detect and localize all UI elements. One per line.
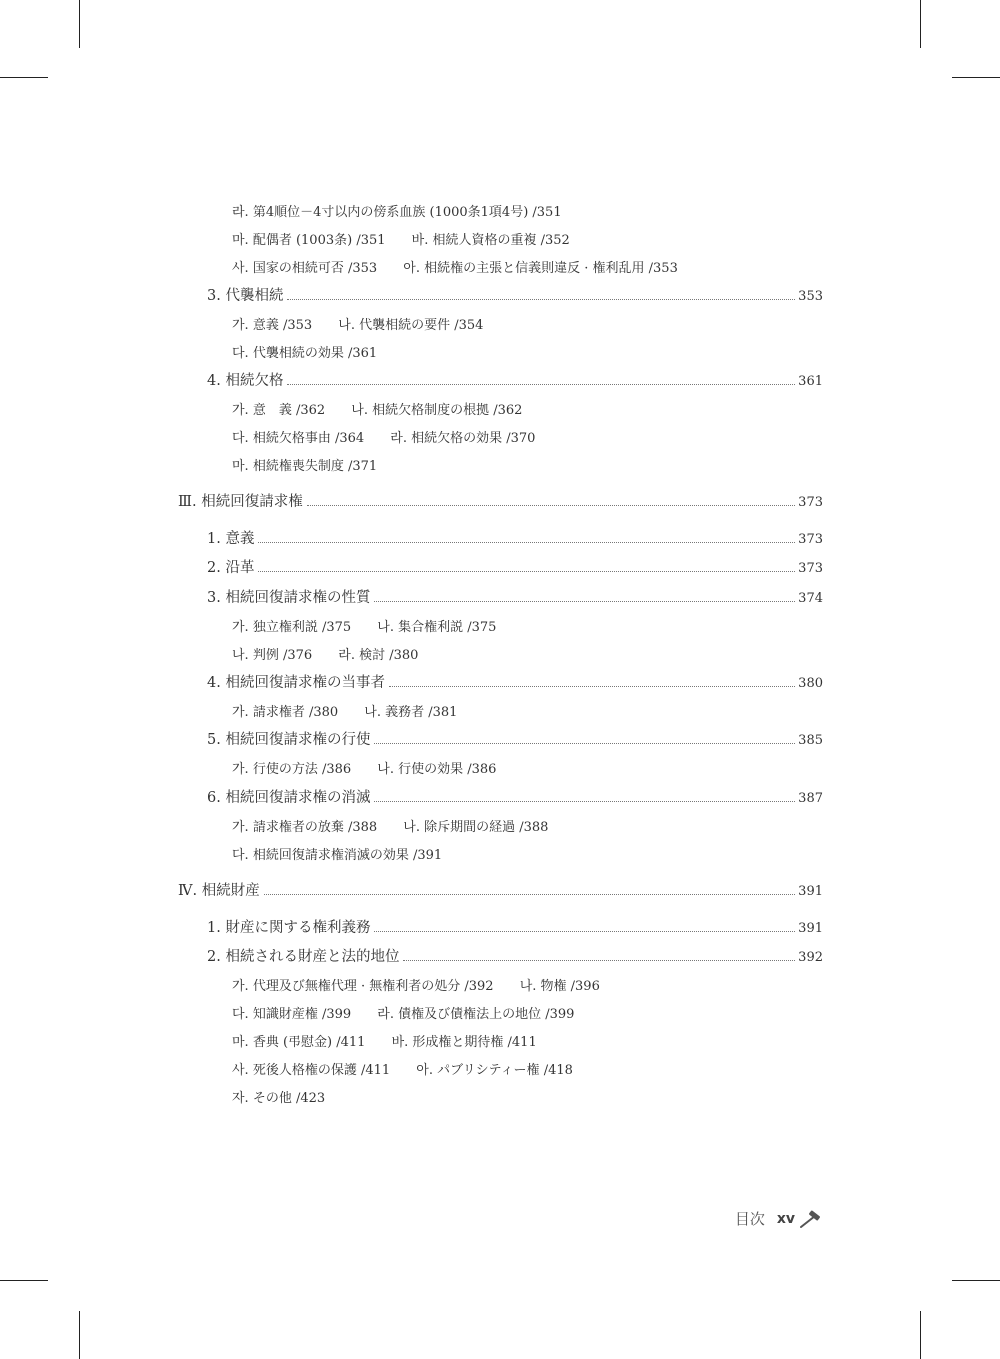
toc-entry [207,916,823,937]
toc-subitem: 나. 集合権利説 /375 [377,620,497,635]
crop-mark [0,77,48,78]
toc-subitem: 다. 代襲相続の効果 /361 [232,346,378,361]
toc-entry-title: 5. 相続回復請求権の行使 [207,732,371,748]
toc-subitem: 마. 香典 (弔慰金) /411 [232,1035,366,1050]
toc-subitem: 가. 行使の方法 /386 [232,762,352,777]
toc-subentry [232,229,570,248]
gavel-icon [798,1209,824,1229]
toc-subentry [232,201,562,220]
crop-mark [0,1280,48,1281]
toc-subentry [232,701,457,720]
toc-page-number: 391 [798,921,823,936]
toc-subitem: 가. 代理及び無権代理 · 無権利者の処分 /392 [232,979,494,994]
dot-leader [307,505,795,506]
toc-subitem: 자. その他 /423 [232,1091,326,1106]
toc-subitem: 사. 死後人格権の保護 /411 [232,1063,391,1078]
toc-subentry [232,616,496,635]
toc-page-number: 373 [798,561,823,576]
toc-entry [207,786,823,807]
footer-page-number: xv [776,1210,795,1227]
toc-page-number: 380 [798,676,823,691]
toc-subentry [232,314,483,333]
dot-leader [374,931,795,932]
toc-section-title: Ⅳ. 相続財産 [178,883,260,899]
dot-leader [374,801,795,802]
crop-mark [952,77,1000,78]
toc-entry [207,586,823,607]
toc-subitem: 바. 相続人資格の重複 /352 [411,233,570,248]
toc-entry-title: 3. 相続回復請求権の性質 [207,590,371,606]
toc-subitem: 나. 義務者 /381 [364,705,458,720]
toc-entry-title: 2. 沿革 [207,560,255,576]
toc-subitem: 가. 意義 /353 [232,318,313,333]
toc-subitem: 아. 相続権の主張と信義則違反 · 権利乱用 /353 [403,261,678,276]
toc-subitem: 나. 代襲相続の要件 /354 [338,318,484,333]
dot-leader [389,686,795,687]
toc-page-number: 387 [798,791,823,806]
dot-leader [374,601,795,602]
toc-entry [207,369,823,390]
toc-subitem: 마. 配偶者 (1003条) /351 [232,233,386,248]
toc-subitem: 라. 債権及び債権法上の地位 /399 [377,1007,575,1022]
toc-subentry [232,1087,325,1106]
page-footer [735,1208,824,1229]
toc-subitem: 라. 検討 /380 [338,648,419,663]
toc-entry [207,671,823,692]
toc-subitem: 라. 第4順位－4寸以内の傍系血族 (1000条1項4号) /351 [232,205,562,220]
toc-subentry [232,342,377,361]
toc-subentry [232,816,548,835]
toc-entry-title: 1. 意義 [207,531,255,547]
toc-subentry [232,1059,573,1078]
toc-page-number: 373 [798,495,823,510]
crop-mark [79,1311,80,1359]
toc-subitem: 나. 行使の効果 /386 [377,762,497,777]
dot-leader [403,960,795,961]
toc-entry-title: 2. 相続される財産と法的地位 [207,949,400,965]
dot-leader [264,894,795,895]
crop-mark [920,0,921,48]
toc-entry [207,527,823,548]
toc-subitem: 마. 相続権喪失制度 /371 [232,459,378,474]
dot-leader [258,571,795,572]
dot-leader [287,384,795,385]
toc-page-number: 373 [798,532,823,547]
toc-entry [207,728,823,749]
toc-subitem: 가. 意 義 /362 [232,403,326,418]
toc-subitem: 바. 形成権と期待権 /411 [391,1035,537,1050]
crop-mark [79,0,80,48]
toc-entry-title: 4. 相続欠格 [207,373,284,389]
crop-mark [952,1280,1000,1281]
toc-subentry [232,1003,574,1022]
toc-section [178,879,823,900]
toc-entry-title: 4. 相続回復請求権の当事者 [207,675,385,691]
toc-entry-title: 1. 財産に関する権利義務 [207,920,371,936]
toc-subentry [232,844,442,863]
toc-page-number: 353 [798,289,823,304]
crop-mark [920,1311,921,1359]
toc-subitem: 아. パブリシティー権 /418 [416,1063,573,1078]
toc-subentry [232,758,496,777]
toc-entry [207,945,823,966]
footer-section-label: 目次 [734,1210,765,1228]
toc-subentry [232,455,377,474]
toc-subentry [232,427,535,446]
toc-subitem: 다. 相続欠格事由 /364 [232,431,365,446]
toc-subitem: 가. 請求権者の放棄 /388 [232,820,378,835]
toc-entry [207,556,823,577]
toc-subentry [232,257,678,276]
toc-section-title: Ⅲ. 相続回復請求権 [178,494,303,510]
toc-subitem: 나. 物権 /396 [519,979,600,994]
toc-subitem: 다. 相続回復請求権消滅の効果 /391 [232,848,443,863]
toc-section [178,490,823,511]
dot-leader [258,542,795,543]
toc-subitem: 나. 除斥期間の経過 /388 [403,820,549,835]
toc-page-number: 391 [798,884,823,899]
toc-page-number: 385 [798,733,823,748]
toc-subentry [232,1031,537,1050]
toc-page-number: 374 [798,591,823,606]
toc-subentry [232,644,418,663]
toc-entry-title: 3. 代襲相続 [207,288,284,304]
toc-subitem: 다. 知識財産権 /399 [232,1007,352,1022]
toc-page-number: 361 [798,374,823,389]
toc-subentry [232,975,600,994]
toc-subitem: 가. 独立権利説 /375 [232,620,352,635]
toc-subitem: 나. 判例 /376 [232,648,313,663]
toc-subitem: 나. 相続欠格制度の根拠 /362 [351,403,523,418]
toc-subentry [232,399,522,418]
toc-subitem: 가. 請求権者 /380 [232,705,339,720]
toc-entry-title: 6. 相続回復請求権の消滅 [207,790,371,806]
toc-subitem: 사. 国家の相続可否 /353 [232,261,378,276]
dot-leader [287,299,795,300]
dot-leader [374,743,795,744]
toc-subitem: 라. 相続欠格の効果 /370 [390,431,536,446]
toc-page-number: 392 [798,950,823,965]
toc-entry [207,284,823,305]
